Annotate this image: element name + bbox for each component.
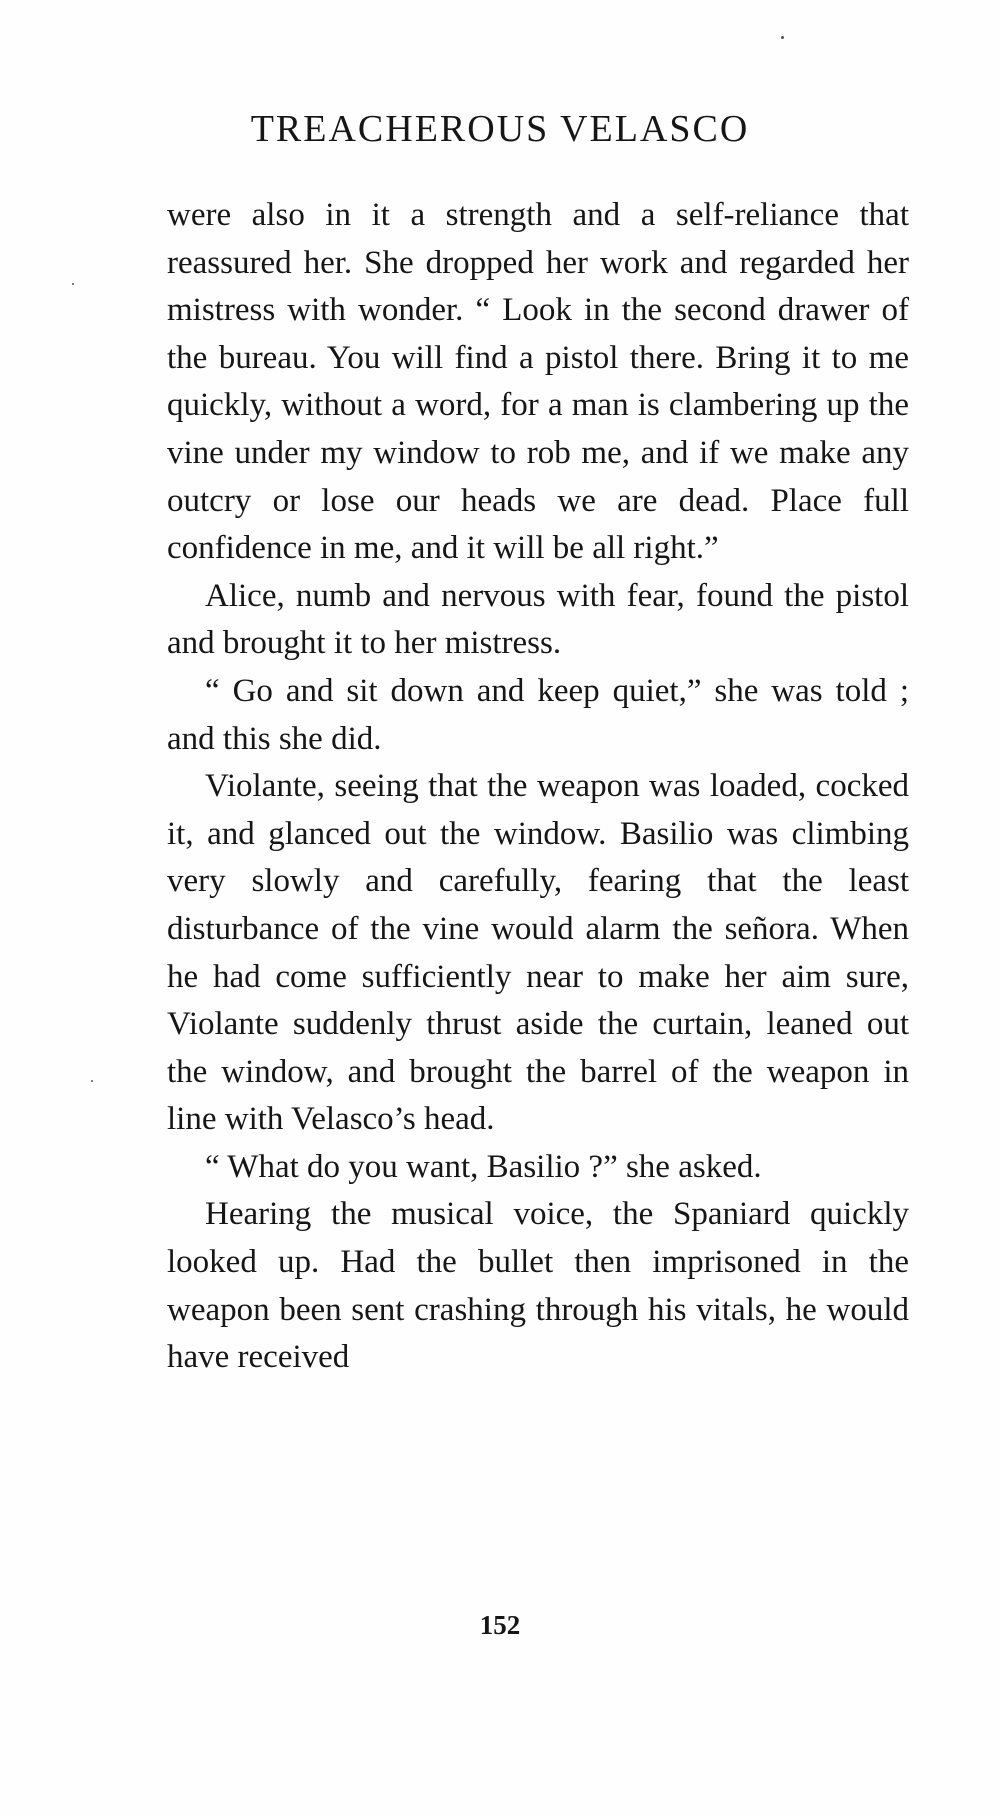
paragraph: Alice, numb and nervous with fear, found the pistol and brought it to her mistress. <box>167 577 909 662</box>
page-number: 152 <box>479 1610 521 1640</box>
paragraph: Violante, seeing that the weapon was loaded, cocked it, and glanced out the window. Basilio was climbing very slowly and carefully, fearing that the least disturbance of the vine would alarm the señora. When he had come sufficiently near to make her aim sure, Violante suddenly thrust aside the curtain, leaned out the window, and brought the barrel of the weapon in line with Velasco’s head. <box>167 768 909 1138</box>
print-speck <box>91 1080 93 1082</box>
print-speck <box>72 283 74 285</box>
paragraph: were also in it a strength and a self-reliance that reassured her. She dropped her work and regarded her mistress with wonder. “ Look in the second drawer of the bureau. You will find a pistol there. Bring it to me quickly, without a word, for a man is clambering up the vine under my window to rob me, and if we make any outcry or lose our heads we are dead. Place full confidence in me, and it will be all right.” <box>167 197 909 567</box>
paragraph: Hearing the musical voice, the Spaniard quickly looked up. Had the bullet then imprisoned in the weapon been sent crashing through his vitals, he would have received <box>167 1196 909 1376</box>
body-text <box>167 192 909 1382</box>
running-head: TREACHEROUS VELASCO <box>250 108 750 150</box>
paragraph: “ What do you want, Basilio ?” she asked. <box>205 1148 762 1185</box>
paragraph: “ Go and sit down and keep quiet,” she was told ; and this she did. <box>167 672 909 757</box>
print-speck <box>781 36 784 39</box>
